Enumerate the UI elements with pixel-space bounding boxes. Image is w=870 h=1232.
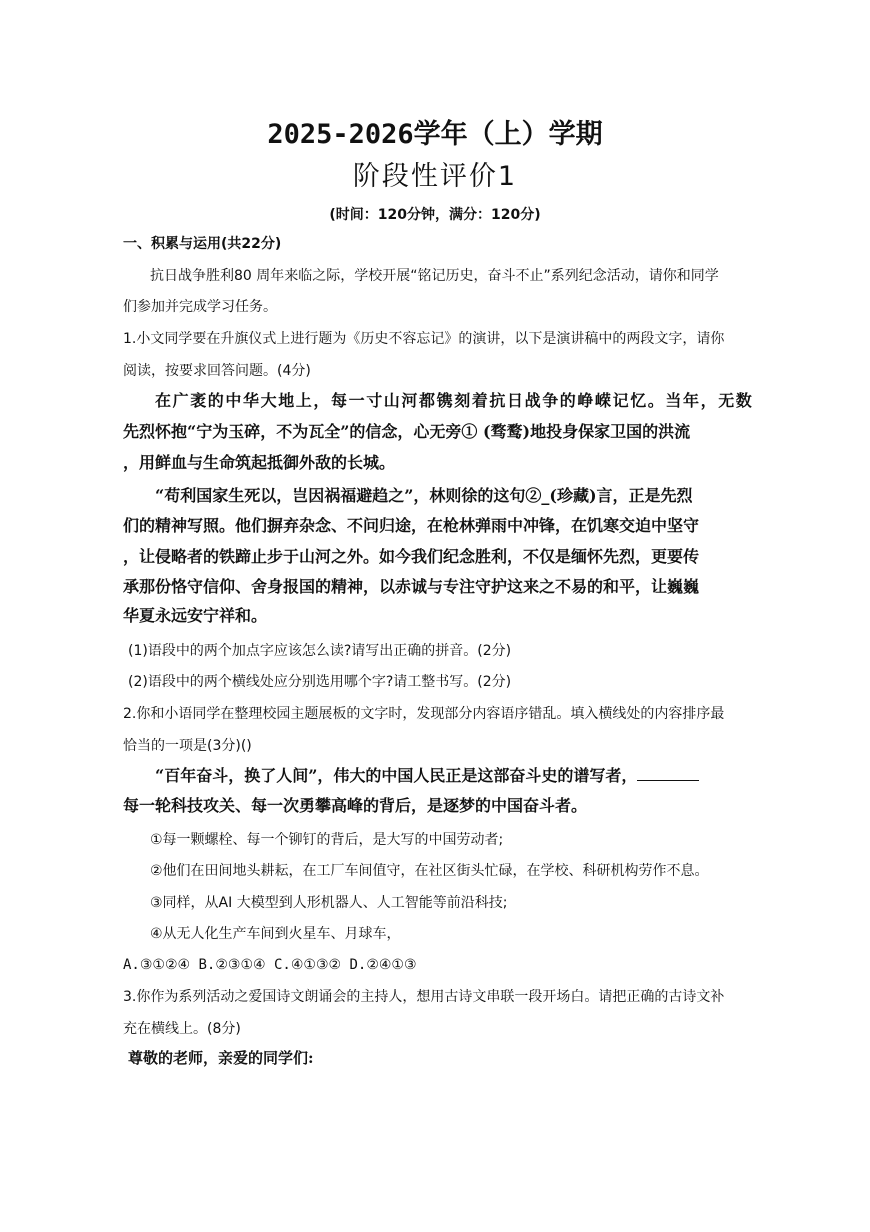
passage-line: ，用鲜血与生命筑起抵御外敌的长城。	[123, 453, 396, 472]
passage-line: 先烈怀抱“宁为玉碎，不为瓦全”的信念，心无旁① (骛鹜)地投身保家卫国的洪流	[123, 422, 691, 441]
question-3-stem: 充在横线上。(8分)	[123, 1021, 241, 1037]
intro-line: 们参加并完成学习任务。	[123, 299, 277, 315]
greeting: 尊敬的老师，亲爱的同学们:	[128, 1049, 314, 1067]
answer-blank	[637, 766, 699, 781]
exam-title-name: 阶段性评价1	[352, 161, 518, 192]
passage-line: 华夏永远安宁祥和。	[123, 606, 268, 625]
question-2-stem: 恰当的一项是(3分)()	[123, 738, 252, 754]
question-1-stem: 1.小文同学要在升旗仪式上进行题为《历史不容忘记》的演讲，以下是演讲稿中的两段文字，请你	[123, 331, 725, 347]
intro-line: 抗日战争胜利80 周年来临之际，学校开展“铭记历史，奋斗不止”系列纪念活动，请你和同学	[150, 268, 719, 284]
passage-line: “苟利国家生死以，岂因祸福避趋之”，林则徐的这句②_(珍藏)言，正是先烈	[155, 486, 693, 505]
passage-line: 每一轮科技攻关、每一次勇攀高峰的背后，是逐梦的中国奋斗者。	[123, 796, 588, 815]
section-heading: 一、积累与运用(共22分)	[123, 236, 282, 252]
passage-line: 们的精神写照。他们摒弃杂念、不问归途，在枪林弹雨中冲锋，在饥寒交迫中坚守	[123, 516, 700, 535]
question-2-stem: 2.你和小语同学在整理校园主题展板的文字时，发现部分内容语序错乱。填入横线处的内容排序最	[123, 706, 725, 722]
question-3-stem: 3.你作为系列活动之爱国诗文朗诵会的主持人，想用古诗文串联一段开场白。请把正确的古诗文补	[123, 989, 725, 1005]
answer-options: A.③①②④ B.②③①④ C.④①③② D.②④①③	[123, 957, 417, 973]
sub-question: (2)语段中的两个横线处应分别选用哪个字?请工整书写。(2分)	[128, 674, 512, 690]
exam-info: (时间：120分钟，满分：120分)	[329, 207, 541, 223]
sub-question: (1)语段中的两个加点字应该怎么读?请写出正确的拼音。(2分)	[128, 643, 512, 659]
ordering-item: ③同样，从AI 大模型到人形机器人、人工智能等前沿科技;	[150, 895, 508, 911]
passage-line: 承那份恪守信仰、舍身报国的精神，以赤诚与专注守护这来之不易的和平，让巍巍	[123, 577, 700, 596]
question-1-stem: 阅读，按要求回答问题。(4分)	[123, 363, 311, 379]
exam-title-year: 2025-2026学年（上）学期	[267, 119, 603, 150]
ordering-item: ①每一颗螺栓、每一个铆钉的背后，是大写的中国劳动者;	[150, 832, 504, 848]
passage-line	[155, 766, 795, 786]
passage-line: ，让侵略者的铁蹄止步于山河之外。如今我们纪念胜利，不仅是缅怀先烈，更要传	[123, 547, 700, 566]
passage-text: “百年奋斗，换了人间”，伟大的中国人民正是这部奋斗史的谱写者，	[155, 766, 638, 785]
passage-line: 在广袤的中华大地上，每一寸山河都镌刻着抗日战争的峥嵘记忆。当年，无数	[155, 391, 754, 410]
ordering-item: ②他们在田间地头耕耘，在工厂车间值守，在社区街头忙碌，在学校、科研机构劳作不息。	[150, 863, 709, 879]
ordering-item: ④从无人化生产车间到火星车、月球车，	[150, 926, 401, 942]
